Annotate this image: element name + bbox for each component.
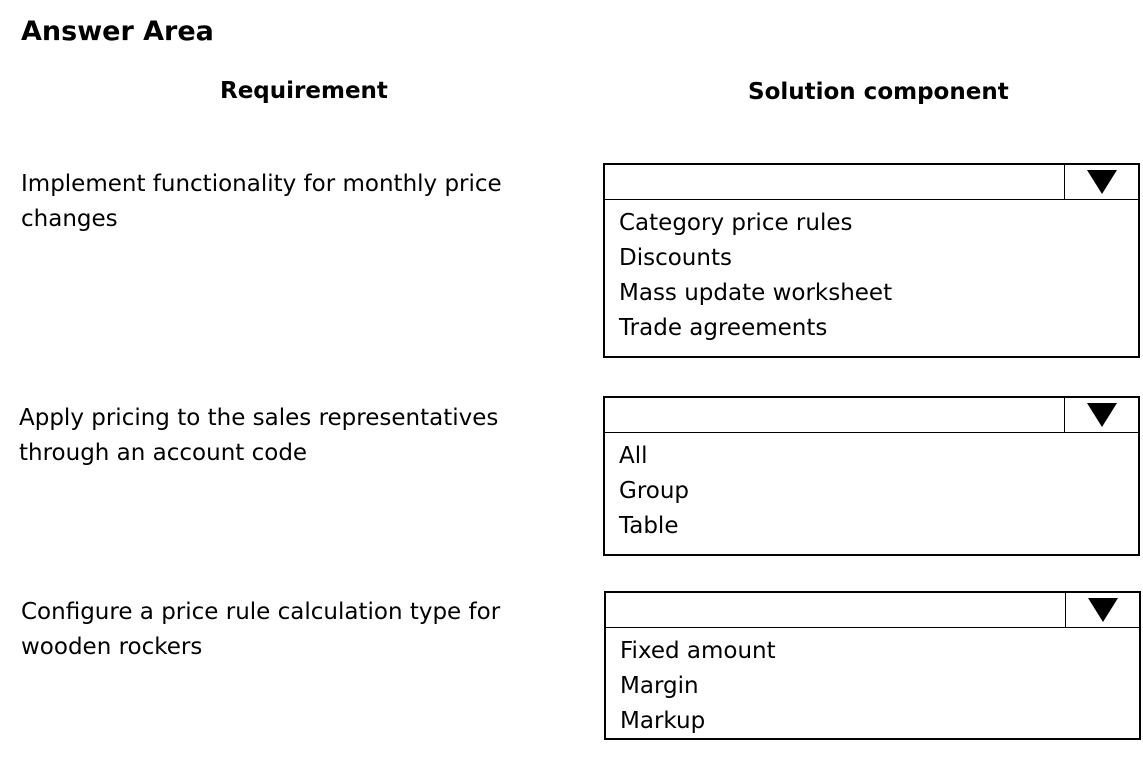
triangle-down-icon [1087, 403, 1117, 427]
dropdown-select-bar[interactable] [606, 593, 1139, 628]
dropdown-option[interactable]: Markup [620, 708, 706, 734]
triangle-down-icon [1088, 598, 1118, 622]
dropdown-option[interactable]: Trade agreements [619, 315, 828, 341]
dropdown-option[interactable]: All [619, 443, 648, 469]
dropdown-arrow-button[interactable] [1065, 593, 1139, 627]
dropdown-option[interactable]: Fixed amount [620, 638, 776, 664]
solution-dropdown-1[interactable] [603, 163, 1140, 358]
solution-dropdown-3[interactable] [604, 591, 1141, 740]
dropdown-option[interactable]: Margin [620, 673, 699, 699]
dropdown-select-bar[interactable] [605, 165, 1138, 200]
requirement-column-header: Requirement [220, 78, 388, 104]
dropdown-options-list [606, 628, 1139, 739]
answer-area-title: Answer Area [21, 16, 214, 47]
requirement-text-3: Configure a price rule calculation type for wooden rockers [21, 599, 501, 660]
solution-dropdown-2[interactable] [603, 396, 1140, 556]
dropdown-option[interactable]: Group [619, 478, 690, 504]
dropdown-arrow-button[interactable] [1064, 398, 1138, 432]
dropdown-options-list [605, 200, 1138, 346]
dropdown-option[interactable]: Mass update worksheet [619, 280, 893, 306]
requirement-text-2: Apply pricing to the sales representatives through an account code [19, 405, 499, 466]
dropdown-select-bar[interactable] [605, 398, 1138, 433]
dropdown-option[interactable]: Discounts [619, 245, 732, 271]
dropdown-option[interactable]: Table [619, 513, 679, 539]
dropdown-options-list [605, 433, 1138, 544]
solution-column-header: Solution component [748, 79, 1009, 105]
dropdown-arrow-button[interactable] [1064, 165, 1138, 199]
dropdown-option[interactable]: Category price rules [619, 210, 853, 236]
triangle-down-icon [1087, 170, 1117, 194]
requirement-text-1: Implement functionality for monthly price changes [21, 171, 502, 232]
